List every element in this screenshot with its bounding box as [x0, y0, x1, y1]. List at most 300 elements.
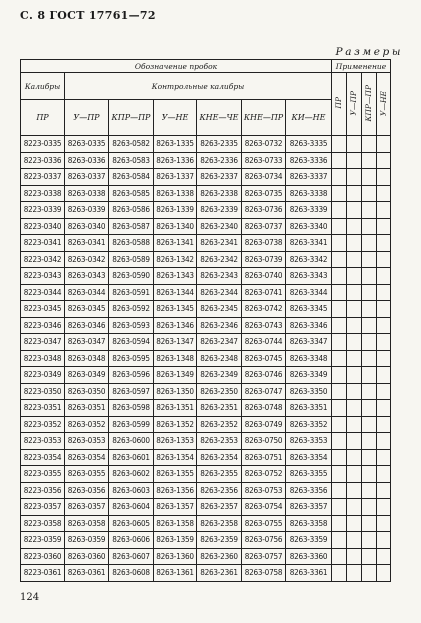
col-header-kne-che: КНЕ—ЧЕ: [197, 100, 242, 136]
table-cell: 8223-0358: [21, 515, 65, 532]
application-cell: [347, 136, 362, 153]
table-cell: 8263-1356: [154, 482, 197, 499]
table-cell: 8263-0743: [242, 317, 286, 334]
table-cell: 8263-0606: [109, 532, 154, 549]
application-cell: [377, 284, 391, 301]
table-cell: 8263-3361: [286, 565, 332, 582]
table-cell: 8263-0357: [65, 499, 109, 516]
table-cell: 8263-0360: [65, 548, 109, 565]
table-cell: 8263-0593: [109, 317, 154, 334]
application-cell: [332, 565, 347, 582]
table-cell: 8263-1339: [154, 202, 197, 219]
table-cell: 8263-0584: [109, 169, 154, 186]
table-cell: 8263-0605: [109, 515, 154, 532]
application-cell: [347, 482, 362, 499]
table-cell: 8263-0587: [109, 218, 154, 235]
table-cell: 8263-0335: [65, 136, 109, 153]
application-cell: [332, 235, 347, 252]
application-cell: [347, 383, 362, 400]
table-cell: 8263-1340: [154, 218, 197, 235]
table-cell: 8263-1353: [154, 433, 197, 450]
application-cell: [332, 202, 347, 219]
table-row: [21, 268, 391, 285]
table-cell: 8263-0603: [109, 482, 154, 499]
designation-table: [20, 59, 391, 582]
table-cell: 8263-0590: [109, 268, 154, 285]
application-cell: [332, 152, 347, 169]
table-cell: 8263-2347: [197, 334, 242, 351]
table-cell: 8263-0336: [65, 152, 109, 169]
table-cell: 8263-0753: [242, 482, 286, 499]
table-row: [21, 350, 391, 367]
table-cell: 8223-0345: [21, 301, 65, 318]
col-header-u-pr: У—ПР: [65, 100, 109, 136]
table-row: [21, 548, 391, 565]
application-cell: [362, 284, 377, 301]
table-row: [21, 565, 391, 582]
control-calibers-header: Контрольные калибры: [65, 73, 332, 100]
application-cell: [362, 350, 377, 367]
application-cell: [332, 548, 347, 565]
application-cell: [347, 268, 362, 285]
application-cell: [347, 284, 362, 301]
application-cell: [377, 169, 391, 186]
table-cell: 8263-0752: [242, 466, 286, 483]
col-header-u-ne: У—НЕ: [154, 100, 197, 136]
table-cell: 8223-0351: [21, 400, 65, 417]
application-cell: [332, 334, 347, 351]
application-cell: [377, 433, 391, 450]
table-cell: 8263-1343: [154, 268, 197, 285]
table-cell: 8263-2352: [197, 416, 242, 433]
table-cell: 8263-0735: [242, 185, 286, 202]
table-row: [21, 235, 391, 252]
table-cell: 8263-3346: [286, 317, 332, 334]
application-cell: [332, 416, 347, 433]
table-cell: 8263-2354: [197, 449, 242, 466]
table-cell: 8263-0747: [242, 383, 286, 400]
table-cell: 8223-0350: [21, 383, 65, 400]
table-cell: 8263-0354: [65, 449, 109, 466]
application-cell: [377, 185, 391, 202]
application-cell: [362, 482, 377, 499]
table-cell: 8263-1344: [154, 284, 197, 301]
table-cell: 8263-2343: [197, 268, 242, 285]
table-cell: 8263-0608: [109, 565, 154, 582]
table-cell: 8263-0601: [109, 449, 154, 466]
table-cell: 8263-0600: [109, 433, 154, 450]
table-cell: 8263-0595: [109, 350, 154, 367]
application-cell: [332, 466, 347, 483]
table-cell: 8223-0341: [21, 235, 65, 252]
table-cell: 8223-0337: [21, 169, 65, 186]
table-cell: 8263-0350: [65, 383, 109, 400]
application-cell: [362, 367, 377, 384]
application-cell: [362, 449, 377, 466]
application-cell: [362, 548, 377, 565]
table-cell: 8263-0738: [242, 235, 286, 252]
application-cell: [377, 152, 391, 169]
table-row: [21, 449, 391, 466]
table-cell: 8223-0355: [21, 466, 65, 483]
table-cell: 8263-3357: [286, 499, 332, 516]
table-cell: 8263-0361: [65, 565, 109, 582]
table-cell: 8263-1335: [154, 136, 197, 153]
table-row: [21, 152, 391, 169]
application-cell: [362, 185, 377, 202]
table-cell: 8263-0342: [65, 251, 109, 268]
application-cell: [377, 251, 391, 268]
app-col-u-pr: У—ПР: [347, 73, 362, 136]
application-cell: [362, 317, 377, 334]
application-cell: [347, 235, 362, 252]
table-cell: 8263-1352: [154, 416, 197, 433]
app-col-pr: ПР: [332, 73, 347, 136]
table-cell: 8263-3352: [286, 416, 332, 433]
table-cell: 8263-2344: [197, 284, 242, 301]
table-cell: 8223-0354: [21, 449, 65, 466]
application-cell: [332, 532, 347, 549]
application-cell: [377, 565, 391, 582]
application-cell: [362, 515, 377, 532]
table-cell: 8263-0344: [65, 284, 109, 301]
table-cell: 8263-2336: [197, 152, 242, 169]
table-cell: 8263-0345: [65, 301, 109, 318]
application-cell: [347, 466, 362, 483]
table-cell: 8223-0335: [21, 136, 65, 153]
application-cell: [347, 433, 362, 450]
table-cell: 8263-1349: [154, 367, 197, 384]
application-cell: [377, 449, 391, 466]
table-cell: 8263-2340: [197, 218, 242, 235]
application-cell: [362, 433, 377, 450]
table-cell: 8263-0348: [65, 350, 109, 367]
table-cell: 8263-3359: [286, 532, 332, 549]
table-cell: 8223-0346: [21, 317, 65, 334]
table-cell: 8263-2341: [197, 235, 242, 252]
table-cell: 8263-2357: [197, 499, 242, 516]
table-cell: 8263-0751: [242, 449, 286, 466]
group-header: Обозначение пробок: [21, 60, 332, 73]
table-cell: 8263-2348: [197, 350, 242, 367]
table-cell: 8223-0357: [21, 499, 65, 516]
table-cell: 8263-0740: [242, 268, 286, 285]
table-cell: 8263-0745: [242, 350, 286, 367]
application-cell: [377, 499, 391, 516]
application-cell: [332, 482, 347, 499]
table-cell: 8263-0607: [109, 548, 154, 565]
table-cell: 8223-0339: [21, 202, 65, 219]
table-cell: 8263-0589: [109, 251, 154, 268]
table-cell: 8263-1337: [154, 169, 197, 186]
table-cell: 8263-0596: [109, 367, 154, 384]
table-row: [21, 482, 391, 499]
application-cell: [362, 301, 377, 318]
table-cell: 8263-0591: [109, 284, 154, 301]
table-cell: 8263-0588: [109, 235, 154, 252]
table-cell: 8263-0341: [65, 235, 109, 252]
table-cell: 8263-1354: [154, 449, 197, 466]
table-cell: 8263-3356: [286, 482, 332, 499]
page-number: 124: [20, 592, 40, 603]
application-cell: [332, 268, 347, 285]
application-cell: [377, 301, 391, 318]
table-cell: 8263-0734: [242, 169, 286, 186]
application-cell: [347, 548, 362, 565]
application-cell: [332, 515, 347, 532]
table-cell: 8263-0346: [65, 317, 109, 334]
application-cell: [377, 515, 391, 532]
application-cell: [362, 235, 377, 252]
table-cell: 8263-2346: [197, 317, 242, 334]
table-cell: 8263-1351: [154, 400, 197, 417]
table-cell: 8263-0742: [242, 301, 286, 318]
app-col-kpr-pr: КПР—ПР: [362, 73, 377, 136]
table-cell: 8263-2356: [197, 482, 242, 499]
application-cell: [377, 268, 391, 285]
page-header: С. 8 ГОСТ 17761—72: [20, 9, 156, 22]
table-cell: 8263-1342: [154, 251, 197, 268]
table-cell: 8263-1338: [154, 185, 197, 202]
table-cell: 8263-3338: [286, 185, 332, 202]
application-cell: [347, 400, 362, 417]
table-row: [21, 532, 391, 549]
table-cell: 8223-0336: [21, 152, 65, 169]
table-cell: 8263-3343: [286, 268, 332, 285]
table-cell: 8263-2358: [197, 515, 242, 532]
table-cell: 8223-0349: [21, 367, 65, 384]
table-cell: 8263-1336: [154, 152, 197, 169]
application-cell: [347, 202, 362, 219]
application-cell: [377, 136, 391, 153]
table-row: [21, 169, 391, 186]
table-cell: 8263-2355: [197, 466, 242, 483]
table-cell: 8263-0351: [65, 400, 109, 417]
table-cell: 8263-0602: [109, 466, 154, 483]
table-cell: 8263-2335: [197, 136, 242, 153]
table-cell: 8263-2349: [197, 367, 242, 384]
table-row: [21, 367, 391, 384]
table-row: [21, 251, 391, 268]
table-cell: 8263-3358: [286, 515, 332, 532]
table-cell: 8263-0741: [242, 284, 286, 301]
table-cell: 8263-3340: [286, 218, 332, 235]
application-cell: [347, 218, 362, 235]
application-cell: [347, 185, 362, 202]
application-cell: [332, 449, 347, 466]
table-cell: 8263-2339: [197, 202, 242, 219]
table-cell: 8223-0343: [21, 268, 65, 285]
table-cell: 8263-0756: [242, 532, 286, 549]
table-row: [21, 218, 391, 235]
table-cell: 8263-0736: [242, 202, 286, 219]
application-cell: [362, 400, 377, 417]
table-row: [21, 334, 391, 351]
application-cell: [377, 202, 391, 219]
table-cell: 8263-0343: [65, 268, 109, 285]
table-cell: 8263-0594: [109, 334, 154, 351]
table-cell: 8263-3337: [286, 169, 332, 186]
table-cell: 8263-2345: [197, 301, 242, 318]
table-cell: 8223-0352: [21, 416, 65, 433]
table-cell: 8263-2338: [197, 185, 242, 202]
application-cell: [362, 169, 377, 186]
application-cell: [377, 317, 391, 334]
table-cell: 8263-0340: [65, 218, 109, 235]
table-cell: 8263-2359: [197, 532, 242, 549]
table-cell: 8263-0355: [65, 466, 109, 483]
application-cell: [347, 251, 362, 268]
application-cell: [377, 383, 391, 400]
table-row: [21, 400, 391, 417]
table-cell: 8263-1358: [154, 515, 197, 532]
table-cell: 8263-0604: [109, 499, 154, 516]
application-cell: [377, 548, 391, 565]
table-row: [21, 136, 391, 153]
application-cell: [362, 532, 377, 549]
application-cell: [332, 301, 347, 318]
table-row: [21, 383, 391, 400]
col-header-ki-ne: КИ—НЕ: [286, 100, 332, 136]
table-cell: 8263-0339: [65, 202, 109, 219]
table-cell: 8263-3360: [286, 548, 332, 565]
table-row: [21, 202, 391, 219]
application-cell: [347, 169, 362, 186]
application-cell: [347, 367, 362, 384]
application-cell: [332, 185, 347, 202]
table-cell: 8263-2353: [197, 433, 242, 450]
table-cell: 8263-0758: [242, 565, 286, 582]
application-cell: [332, 317, 347, 334]
application-cell: [332, 400, 347, 417]
application-cell: [362, 152, 377, 169]
table-row: [21, 515, 391, 532]
table-cell: 8263-0347: [65, 334, 109, 351]
application-cell: [347, 565, 362, 582]
table-cell: 8263-3347: [286, 334, 332, 351]
table-cell: 8263-3350: [286, 383, 332, 400]
table-cell: 8263-1347: [154, 334, 197, 351]
table-cell: 8263-0737: [242, 218, 286, 235]
application-cell: [347, 499, 362, 516]
calibers-header: Калибры: [21, 73, 65, 100]
application-cell: [347, 350, 362, 367]
table-cell: 8223-0347: [21, 334, 65, 351]
application-cell: [332, 433, 347, 450]
table-cell: 8263-1341: [154, 235, 197, 252]
table-cell: 8263-2342: [197, 251, 242, 268]
table-cell: 8263-0757: [242, 548, 286, 565]
table-cell: 8263-0592: [109, 301, 154, 318]
application-cell: [362, 251, 377, 268]
application-cell: [332, 367, 347, 384]
application-cell: [347, 515, 362, 532]
table-cell: 8263-0356: [65, 482, 109, 499]
table-row: [21, 466, 391, 483]
table-cell: 8263-0739: [242, 251, 286, 268]
table-cell: 8263-3349: [286, 367, 332, 384]
col-header-pr: ПР: [21, 100, 65, 136]
table-row: [21, 433, 391, 450]
application-cell: [362, 268, 377, 285]
application-header: Применение: [332, 60, 391, 73]
application-cell: [377, 482, 391, 499]
application-cell: [377, 350, 391, 367]
table-cell: 8263-1360: [154, 548, 197, 565]
application-cell: [347, 449, 362, 466]
table-cell: 8263-3341: [286, 235, 332, 252]
application-cell: [362, 136, 377, 153]
col-header-kpr-pr: КПР—ПР: [109, 100, 154, 136]
table-cell: 8263-2360: [197, 548, 242, 565]
table-cell: 8223-0348: [21, 350, 65, 367]
table-cell: 8263-1357: [154, 499, 197, 516]
table-cell: 8263-0358: [65, 515, 109, 532]
app-col-u-ne: У—НЕ: [377, 73, 391, 136]
application-cell: [347, 301, 362, 318]
table-cell: 8263-1359: [154, 532, 197, 549]
table-cell: 8263-0755: [242, 515, 286, 532]
application-cell: [332, 383, 347, 400]
table-cell: 8263-3342: [286, 251, 332, 268]
table-cell: 8223-0356: [21, 482, 65, 499]
table-cell: 8223-0342: [21, 251, 65, 268]
table-cell: 8263-0338: [65, 185, 109, 202]
table-cell: 8263-0352: [65, 416, 109, 433]
table-cell: 8263-0582: [109, 136, 154, 153]
application-cell: [377, 218, 391, 235]
table-cell: 8263-3354: [286, 449, 332, 466]
application-cell: [332, 251, 347, 268]
table-cell: 8263-2351: [197, 400, 242, 417]
application-cell: [332, 499, 347, 516]
application-cell: [332, 284, 347, 301]
table-cell: 8263-0586: [109, 202, 154, 219]
application-cell: [332, 136, 347, 153]
table-cell: 8263-3335: [286, 136, 332, 153]
table-cell: 8263-3344: [286, 284, 332, 301]
application-cell: [377, 400, 391, 417]
table-cell: 8223-0359: [21, 532, 65, 549]
application-cell: [332, 350, 347, 367]
table-cell: 8263-2337: [197, 169, 242, 186]
table-cell: 8263-1361: [154, 565, 197, 582]
table-cell: 8263-1346: [154, 317, 197, 334]
table-cell: 8263-3345: [286, 301, 332, 318]
table-body: [21, 136, 391, 582]
table-row: [21, 416, 391, 433]
application-cell: [362, 466, 377, 483]
table-cell: 8223-0360: [21, 548, 65, 565]
table-cell: 8263-0349: [65, 367, 109, 384]
table-row: [21, 284, 391, 301]
table-cell: 8263-1355: [154, 466, 197, 483]
application-cell: [332, 218, 347, 235]
table-cell: 8223-0344: [21, 284, 65, 301]
table-cell: 8263-1350: [154, 383, 197, 400]
table-cell: 8263-3348: [286, 350, 332, 367]
application-cell: [362, 565, 377, 582]
application-cell: [362, 499, 377, 516]
table-cell: 8263-3355: [286, 466, 332, 483]
application-cell: [377, 532, 391, 549]
table-cell: 8263-0732: [242, 136, 286, 153]
table-cell: 8263-3353: [286, 433, 332, 450]
application-cell: [347, 152, 362, 169]
application-cell: [377, 466, 391, 483]
table-cell: 8263-0749: [242, 416, 286, 433]
application-cell: [362, 202, 377, 219]
